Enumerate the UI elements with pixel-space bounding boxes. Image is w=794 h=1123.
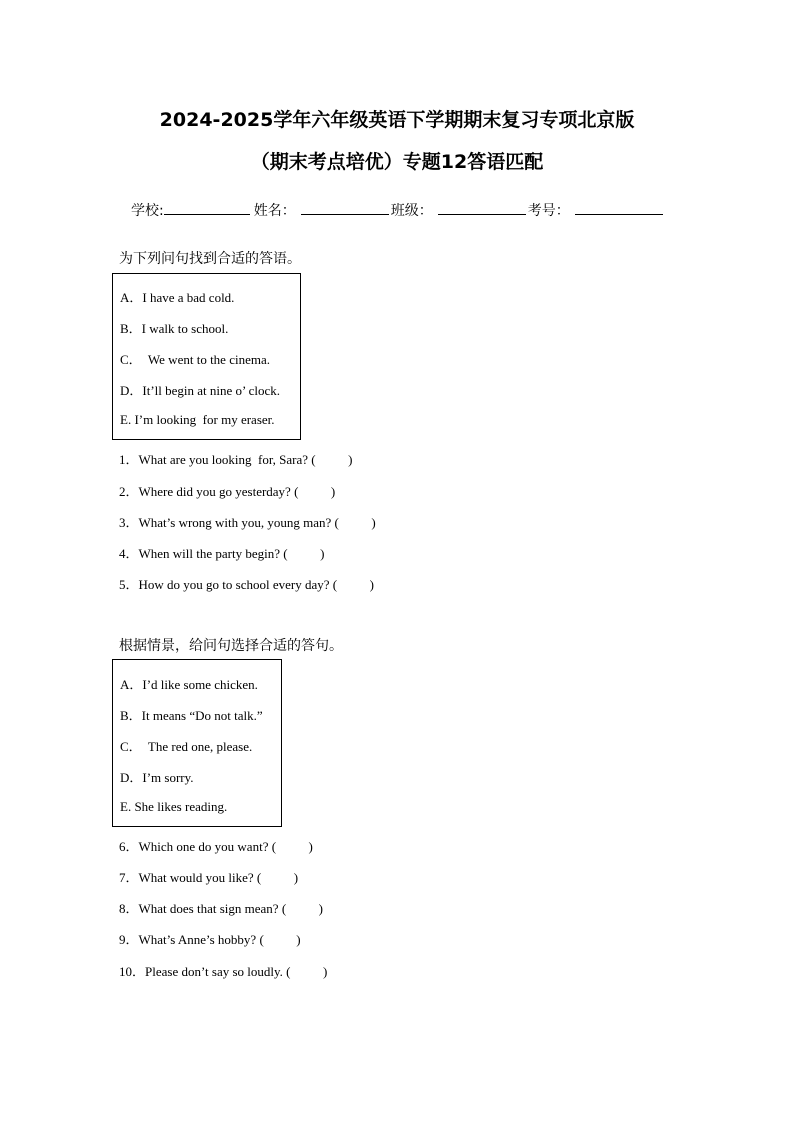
name-blank[interactable]	[301, 200, 389, 215]
section2-option: A．I’d like some chicken.	[120, 677, 258, 692]
section2-option: B．It means “Do not talk.”	[120, 708, 263, 723]
section2-option: E. She likes reading.	[120, 799, 228, 814]
number-label: 考号：	[527, 203, 570, 219]
question-item: 2．Where did you go yesterday? ( )	[119, 484, 336, 499]
question-item: 8．What does that sign mean? ( )	[119, 901, 323, 916]
section1-option: E. I’m looking for my eraser.	[120, 412, 275, 427]
question-item: 1．What are you looking for, Sara? ( )	[119, 452, 353, 467]
question-item: 3．What’s wrong with you, young man? ( )	[119, 515, 376, 530]
question-item: 10．Please don’t say so loudly. ( )	[119, 964, 328, 979]
school-blank[interactable]	[164, 200, 250, 215]
name-label: 姓名：	[253, 203, 296, 219]
student-info-row	[131, 200, 663, 220]
class-blank[interactable]	[438, 200, 526, 215]
document-title-line2: （期末考点培优）专题12答语匹配	[250, 151, 544, 173]
question-item: 5．How do you go to school every day? ( )	[119, 577, 374, 592]
section2-option-box	[112, 659, 282, 827]
question-item: 4．When will the party begin? ( )	[119, 546, 325, 561]
section2-option: D．I’m sorry.	[120, 770, 194, 785]
section1-option: D．It’ll begin at nine o’ clock.	[120, 383, 281, 398]
section2-instruction: 根据情景，给问句选择合适的答句。	[119, 638, 343, 654]
section1-instruction: 为下列问句找到合适的答语。	[119, 251, 301, 267]
section1-option: B．I walk to school.	[120, 321, 229, 336]
document-title-line1: 2024-2025学年六年级英语下学期期末复习专项北京版	[159, 109, 635, 131]
question-item: 7．What would you like? ( )	[119, 870, 299, 885]
school-label: 学校:	[131, 203, 164, 219]
section1-option: A．I have a bad cold.	[120, 290, 235, 305]
section1-option-box	[112, 273, 301, 440]
question-item: 6．Which one do you want? ( )	[119, 839, 313, 854]
section2-option: C． The red one, please.	[120, 739, 253, 754]
number-blank[interactable]	[575, 200, 663, 215]
question-item: 9．What’s Anne’s hobby? ( )	[119, 932, 301, 947]
section1-option: C． We went to the cinema.	[120, 352, 270, 367]
class-label: 班级：	[390, 203, 433, 219]
